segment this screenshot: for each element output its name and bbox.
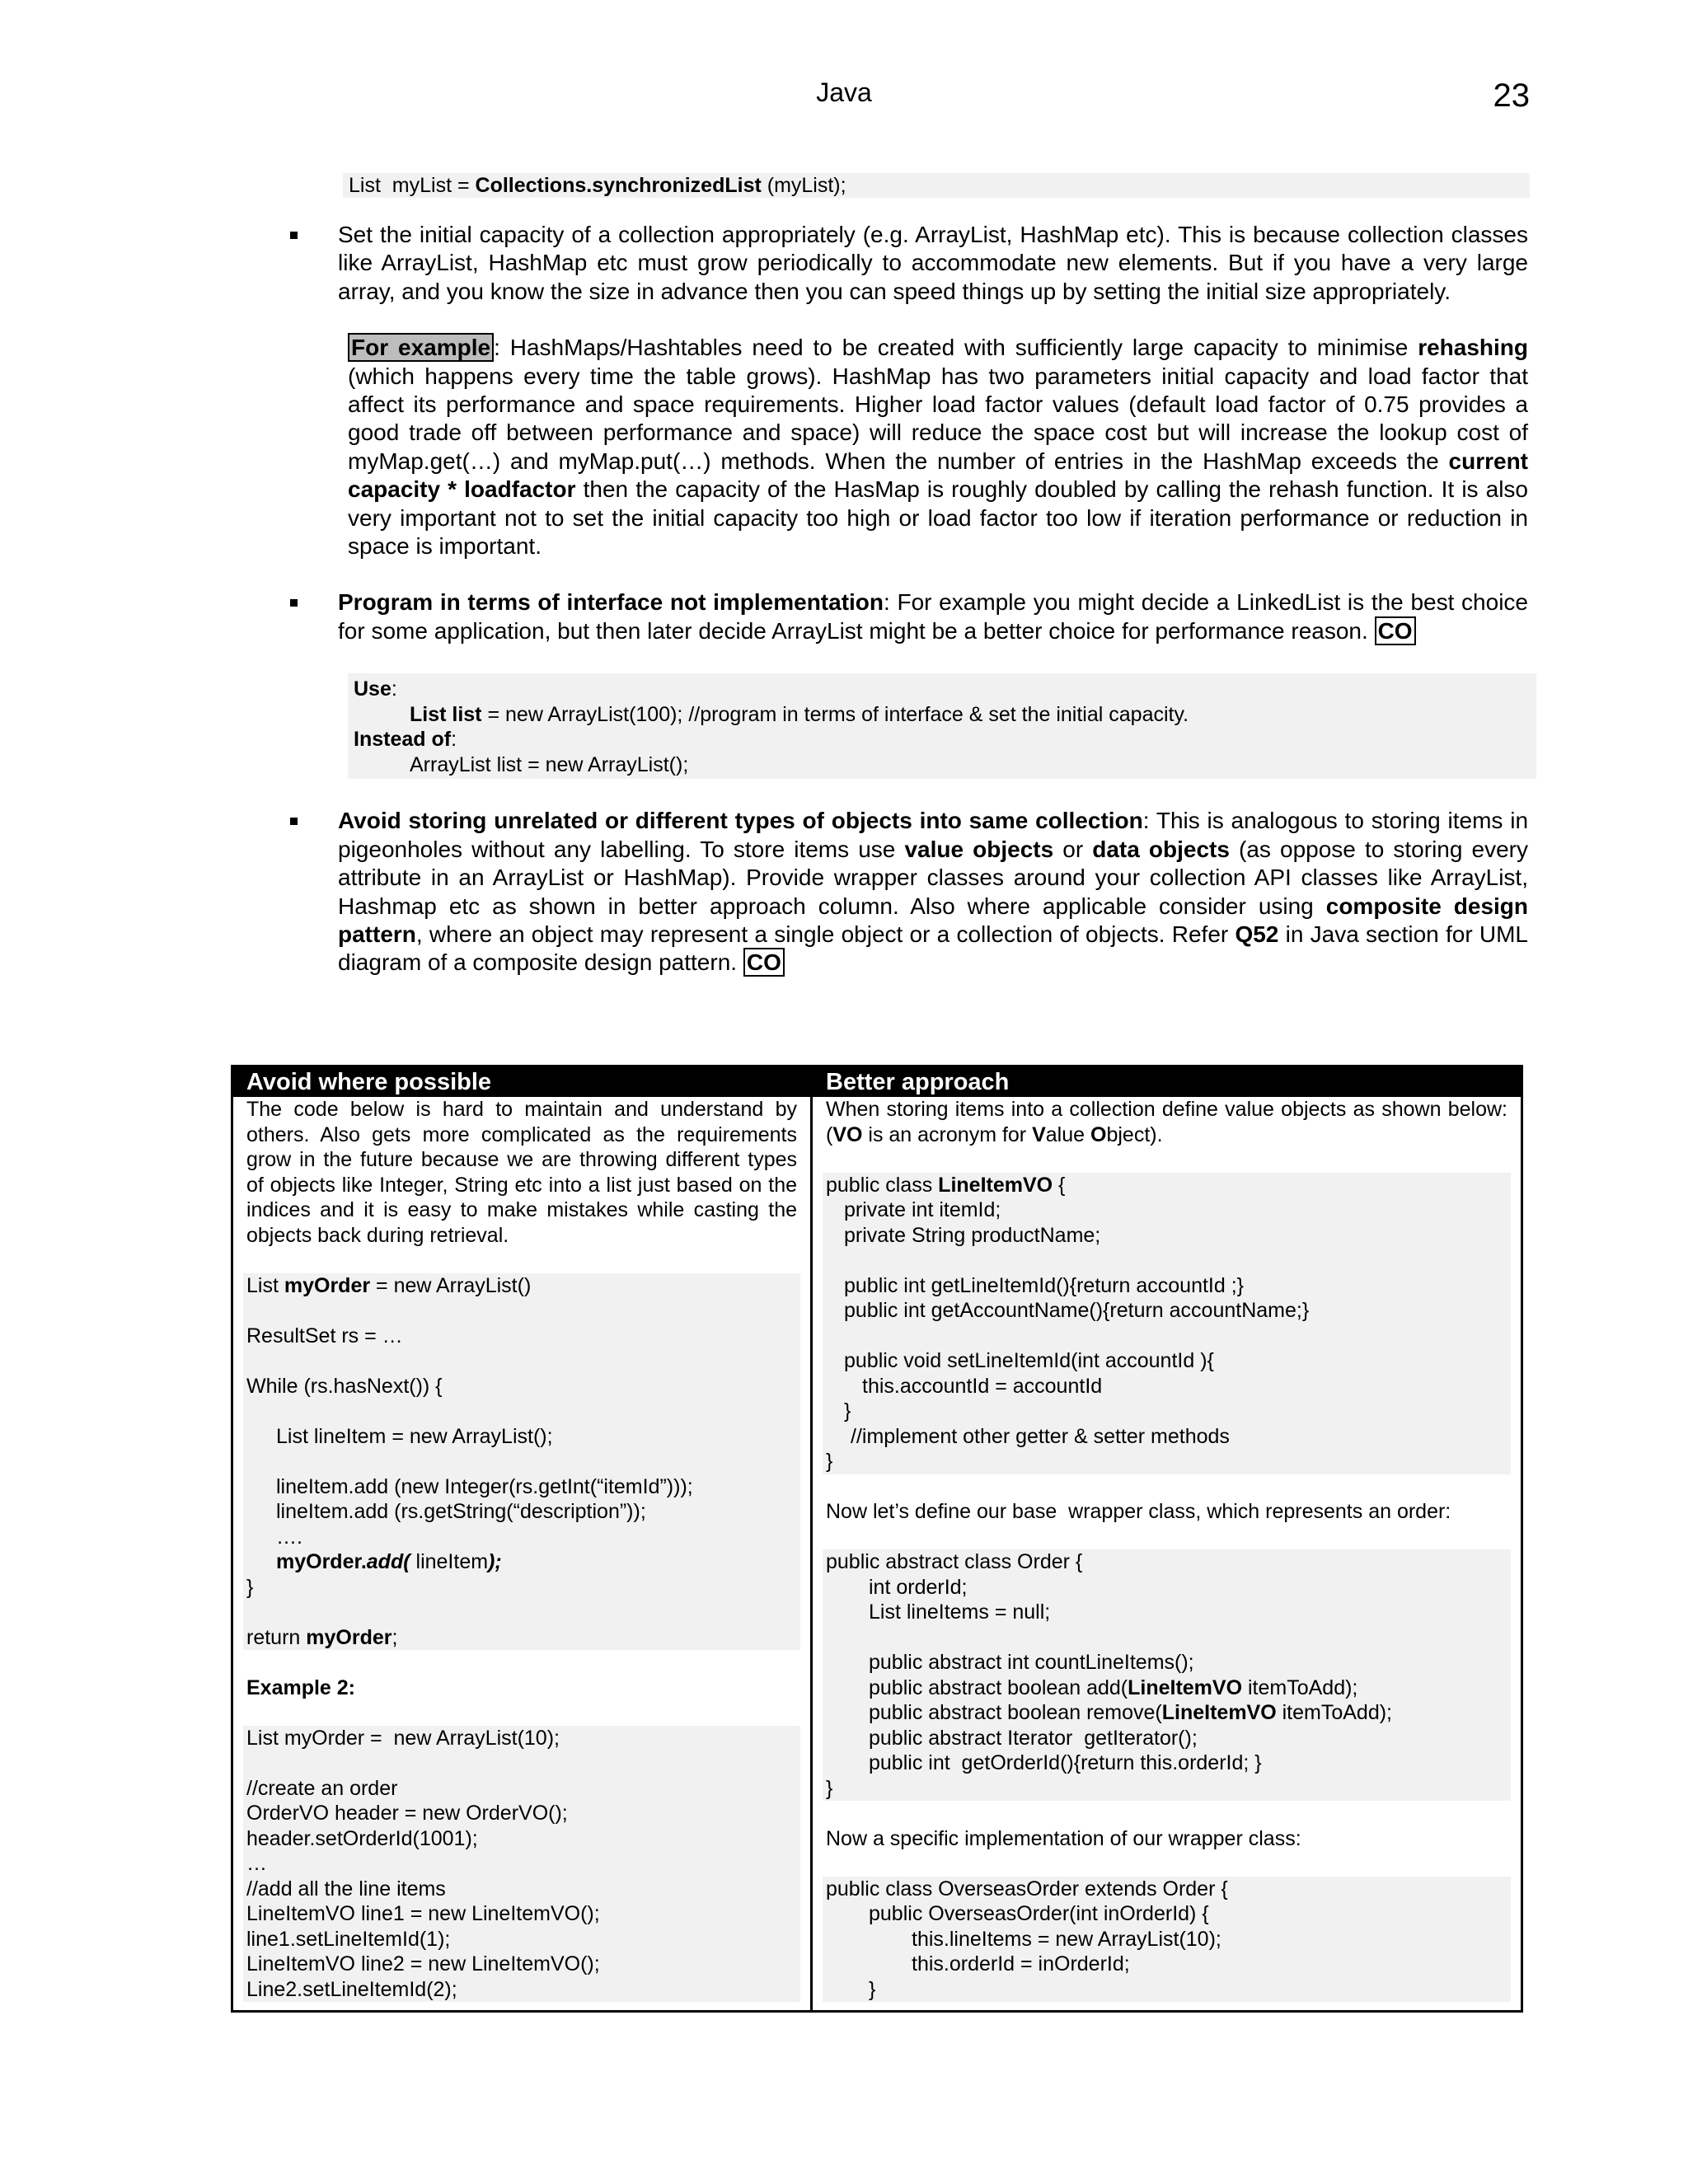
example-paragraph: For example : HashMaps/Hashtables need to be created with sufficiently large capacity to minimise rehashing (which happens every time the table grows). HashMap has two parameters initial capacity and load factor that affect its performance and space requirements. Higher load factor values (default load factor of 0.75 provides a good trade off between performance and space) will reduce the space cost but will increase the lookup cost of myMap.get(…) and myMap.put(…) methods. When the number of entries in the HashMap exceeds the current capacity * loadfactor then the capacity of the HasMap is roughly doubled by calling the rehash function. It is also very important not to set the initial capacity too high or load factor too low if iteration performance or reduction in space is important.	[348, 335, 1528, 560]
better-approach-heading: Better approach	[813, 1067, 1521, 1097]
running-title: Java	[816, 77, 872, 107]
bullet-text: Avoid storing unrelated or different types of objects into same collection: This is analogous to storing items in pigeonholes without any labelling. To store items use value objects or data objects (as oppose to storing every attribute in an ArrayList or HashMap). Provide wrapper classes around your collection API classes like ArrayList, Hashmap etc as shown in better approach column. Also where applicable consider using composite design pattern, where an object may represent a single object or a collection of objects. Refer Q52 in Java section for UML diagram of a composite design pattern. CO	[338, 808, 1529, 976]
better-approach-column	[813, 1067, 1521, 2010]
code-snippet-synchronized-list: List myList = Collections.synchronizedList (myList);	[343, 173, 1530, 198]
avoid-column-heading: Avoid where possible	[233, 1067, 810, 1097]
order-abstract-class-code: public abstract class Order { int orderId; List lineItems = null; public abstract int countLineItems(); public abstract boolean add(LineItemVO itemToAdd); public abstract boolean remove(LineItemVO itemToAdd); public abstract Iterator getIterator(); public int getOrderId(){return this.orderId; } }	[823, 1549, 1511, 1801]
better-approach-intro: When storing items into a collection define value objects as shown below: (VO is an acronym for Value Object).	[826, 1098, 1507, 1146]
bullet-initial-capacity	[288, 221, 1528, 560]
bullet-marker	[290, 599, 298, 607]
bullet-marker	[290, 232, 298, 239]
use-instead-code-block: Use: List list = new ArrayList(100); //program in terms of interface & set the initial capacity. Instead of: ArrayList list = new ArrayList();	[348, 673, 1536, 779]
bullet-text: Set the initial capacity of a collection appropriately (e.g. ArrayList, HashMap etc). This is because collection classes like ArrayList, HashMap etc must grow periodically to accommodate new elements. But if you have a very large array, and you know the size in advance then you can speed things up by setting the initial size appropriately.	[338, 222, 1528, 304]
avoid-intro-text: The code below is hard to maintain and understand by others. Also gets more complicated as the requirements grow in the future because we are throwing different types of objects like Integer, String etc into a list just based on the indices and it is easy to make mistakes while casting the objects back during retrieval.	[246, 1098, 797, 1247]
implementation-description: Now a specific implementation of our wrapper class:	[826, 1826, 1301, 1850]
bullet-avoid-unrelated-objects	[288, 807, 1528, 977]
co-tag: CO	[743, 948, 785, 977]
avoid-column	[233, 1067, 813, 2010]
co-tag: CO	[1375, 616, 1416, 645]
bullet-marker	[290, 818, 298, 825]
avoid-code-example-1: List myOrder = new ArrayList() ResultSet rs = … While (rs.hasNext()) { List lineItem = new ArrayList(); lineItem.add (new Integer(rs.getInt(“itemId”))); lineItem.add (rs.getString(“description”)); …. myOrder.add( lineItem); } return myOrder;	[243, 1273, 800, 1651]
bullet-program-to-interface	[288, 588, 1528, 779]
avoid-code-example-2: List myOrder = new ArrayList(10); //create an order OrderVO header = new OrderVO(); header.setOrderId(1001); … //add all the line items LineItemVO line1 = new LineItemVO(); line1.setLineItemId(1); LineItemVO line2 = new LineItemVO(); Line2.setLineItemId(2);	[243, 1726, 800, 2003]
overseas-order-code: public class OverseasOrder extends Order { public OverseasOrder(int inOrderId) { this.lineItems = new ArrayList(10); this.orderId = inOrderId; }	[823, 1877, 1511, 2003]
example-2-label: Example 2:	[246, 1675, 356, 1699]
page-number: 23	[1493, 77, 1530, 114]
lineitemvo-code: public class LineItemVO { private int itemId; private String productName; public int getLineItemId(){return accountId ;} public int getAccountName(){return accountName;} public void setLineItemId(int accountId ){ this.accountId = accountId } //implement other getter & setter methods }	[823, 1173, 1511, 1474]
comparison-table	[231, 1065, 1523, 2013]
wrapper-class-description: Now let’s define our base wrapper class, which represents an order:	[826, 1500, 1451, 1523]
for-example-label: For example	[348, 333, 494, 362]
bullet-text: Program in terms of interface not implementation: For example you might decide a LinkedList is the best choice for some application, but then later decide ArrayList might be a better choice for performance reason. CO	[338, 589, 1528, 644]
bullet-list	[288, 221, 1528, 977]
